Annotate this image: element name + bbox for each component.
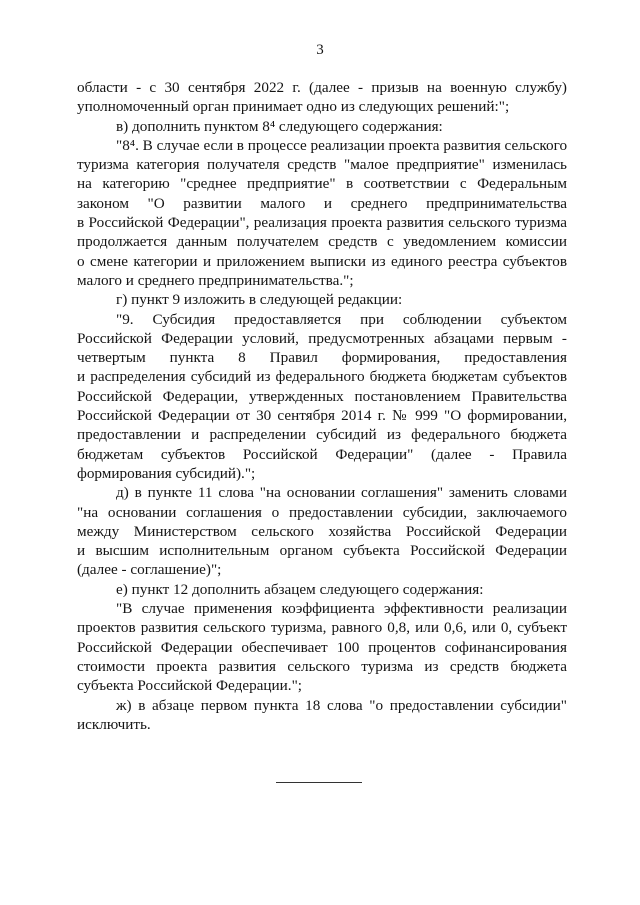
text-line: субъекта Российской Федерации."; xyxy=(77,677,303,695)
text-line: предоставлении и распределении субсидий из федерального бюджета xyxy=(77,426,567,444)
text-line: о смене категории и приложением выписки из единого реестра субъектов xyxy=(77,252,567,270)
document-body xyxy=(77,78,567,734)
text-line: "В случае применения коэффициента эффективности реализации xyxy=(116,600,567,618)
text-line: малого и среднего предпринимательства."; xyxy=(77,271,354,289)
text-line: Российской Федерации условий, предусмотренных абзацами первым - xyxy=(77,329,567,347)
text-line: в) дополнить пунктом 8⁴ следующего содержания: xyxy=(116,117,443,135)
text-line: (далее - соглашение)"; xyxy=(77,561,222,579)
text-line: д) в пункте 11 слова "на основании соглашения" заменить словами xyxy=(116,484,567,502)
text-line: исключить. xyxy=(77,715,151,733)
end-rule xyxy=(276,782,362,783)
text-line: в Российской Федерации", реализация проекта развития сельского туризма xyxy=(77,214,567,232)
text-line: четвертым пункта 8 Правил формирования, предоставления xyxy=(77,349,567,367)
text-line: продолжается данным получателем средств с уведомлением комиссии xyxy=(77,233,567,251)
page-number: 3 xyxy=(316,42,324,58)
text-line: области - с 30 сентября 2022 г. (далее - призыв на военную службу) xyxy=(77,79,567,96)
text-line: Российской Федерации, утвержденных постановлением Правительства xyxy=(77,387,567,405)
text-line: "8⁴. В случае если в процессе реализации проекта развития сельского xyxy=(116,136,567,154)
text-line: и распределения субсидий из федерального бюджета бюджетам субъектов xyxy=(77,368,567,386)
text-line: стоимости проекта развития сельского туризма из средств бюджета xyxy=(77,657,567,675)
text-line: Российской Федерации от 30 сентября 2014 г. № 999 "О формировании, xyxy=(77,407,567,425)
text-line: "на основании соглашения о предоставлении субсидии, заключаемого xyxy=(77,503,567,521)
text-line: Российской Федерации обеспечивает 100 процентов софинансирования xyxy=(77,638,567,656)
text-line: е) пункт 12 дополнить абзацем следующего содержания: xyxy=(116,580,484,598)
text-line: туризма категория получателя средств "малое предприятие" изменилась xyxy=(77,156,567,174)
text-line: "9. Субсидия предоставляется при соблюдении субъектом xyxy=(116,310,567,328)
text-line: и высшим исполнительным органом субъекта Российской Федерации xyxy=(77,542,567,560)
text-line: уполномоченный орган принимает одно из следующих решений:"; xyxy=(77,98,510,116)
text-line: между Министерством сельского хозяйства Российской Федерации xyxy=(77,522,567,540)
text-line: формирования субсидий)."; xyxy=(77,464,256,482)
text-line: г) пункт 9 изложить в следующей редакции: xyxy=(116,291,403,309)
text-line: законом "О развитии малого и среднего предпринимательства xyxy=(77,194,567,212)
text-line: на категорию "среднее предприятие" в соответствии с Федеральным xyxy=(77,175,567,193)
text-line: проектов развития сельского туризма, равного 0,8, или 0,6, или 0, субъект xyxy=(77,619,567,637)
text-line: бюджетам субъектов Российской Федерации" (далее - Правила xyxy=(77,445,567,463)
text-line: ж) в абзаце первом пункта 18 слова "о предоставлении субсидии" xyxy=(116,696,567,714)
